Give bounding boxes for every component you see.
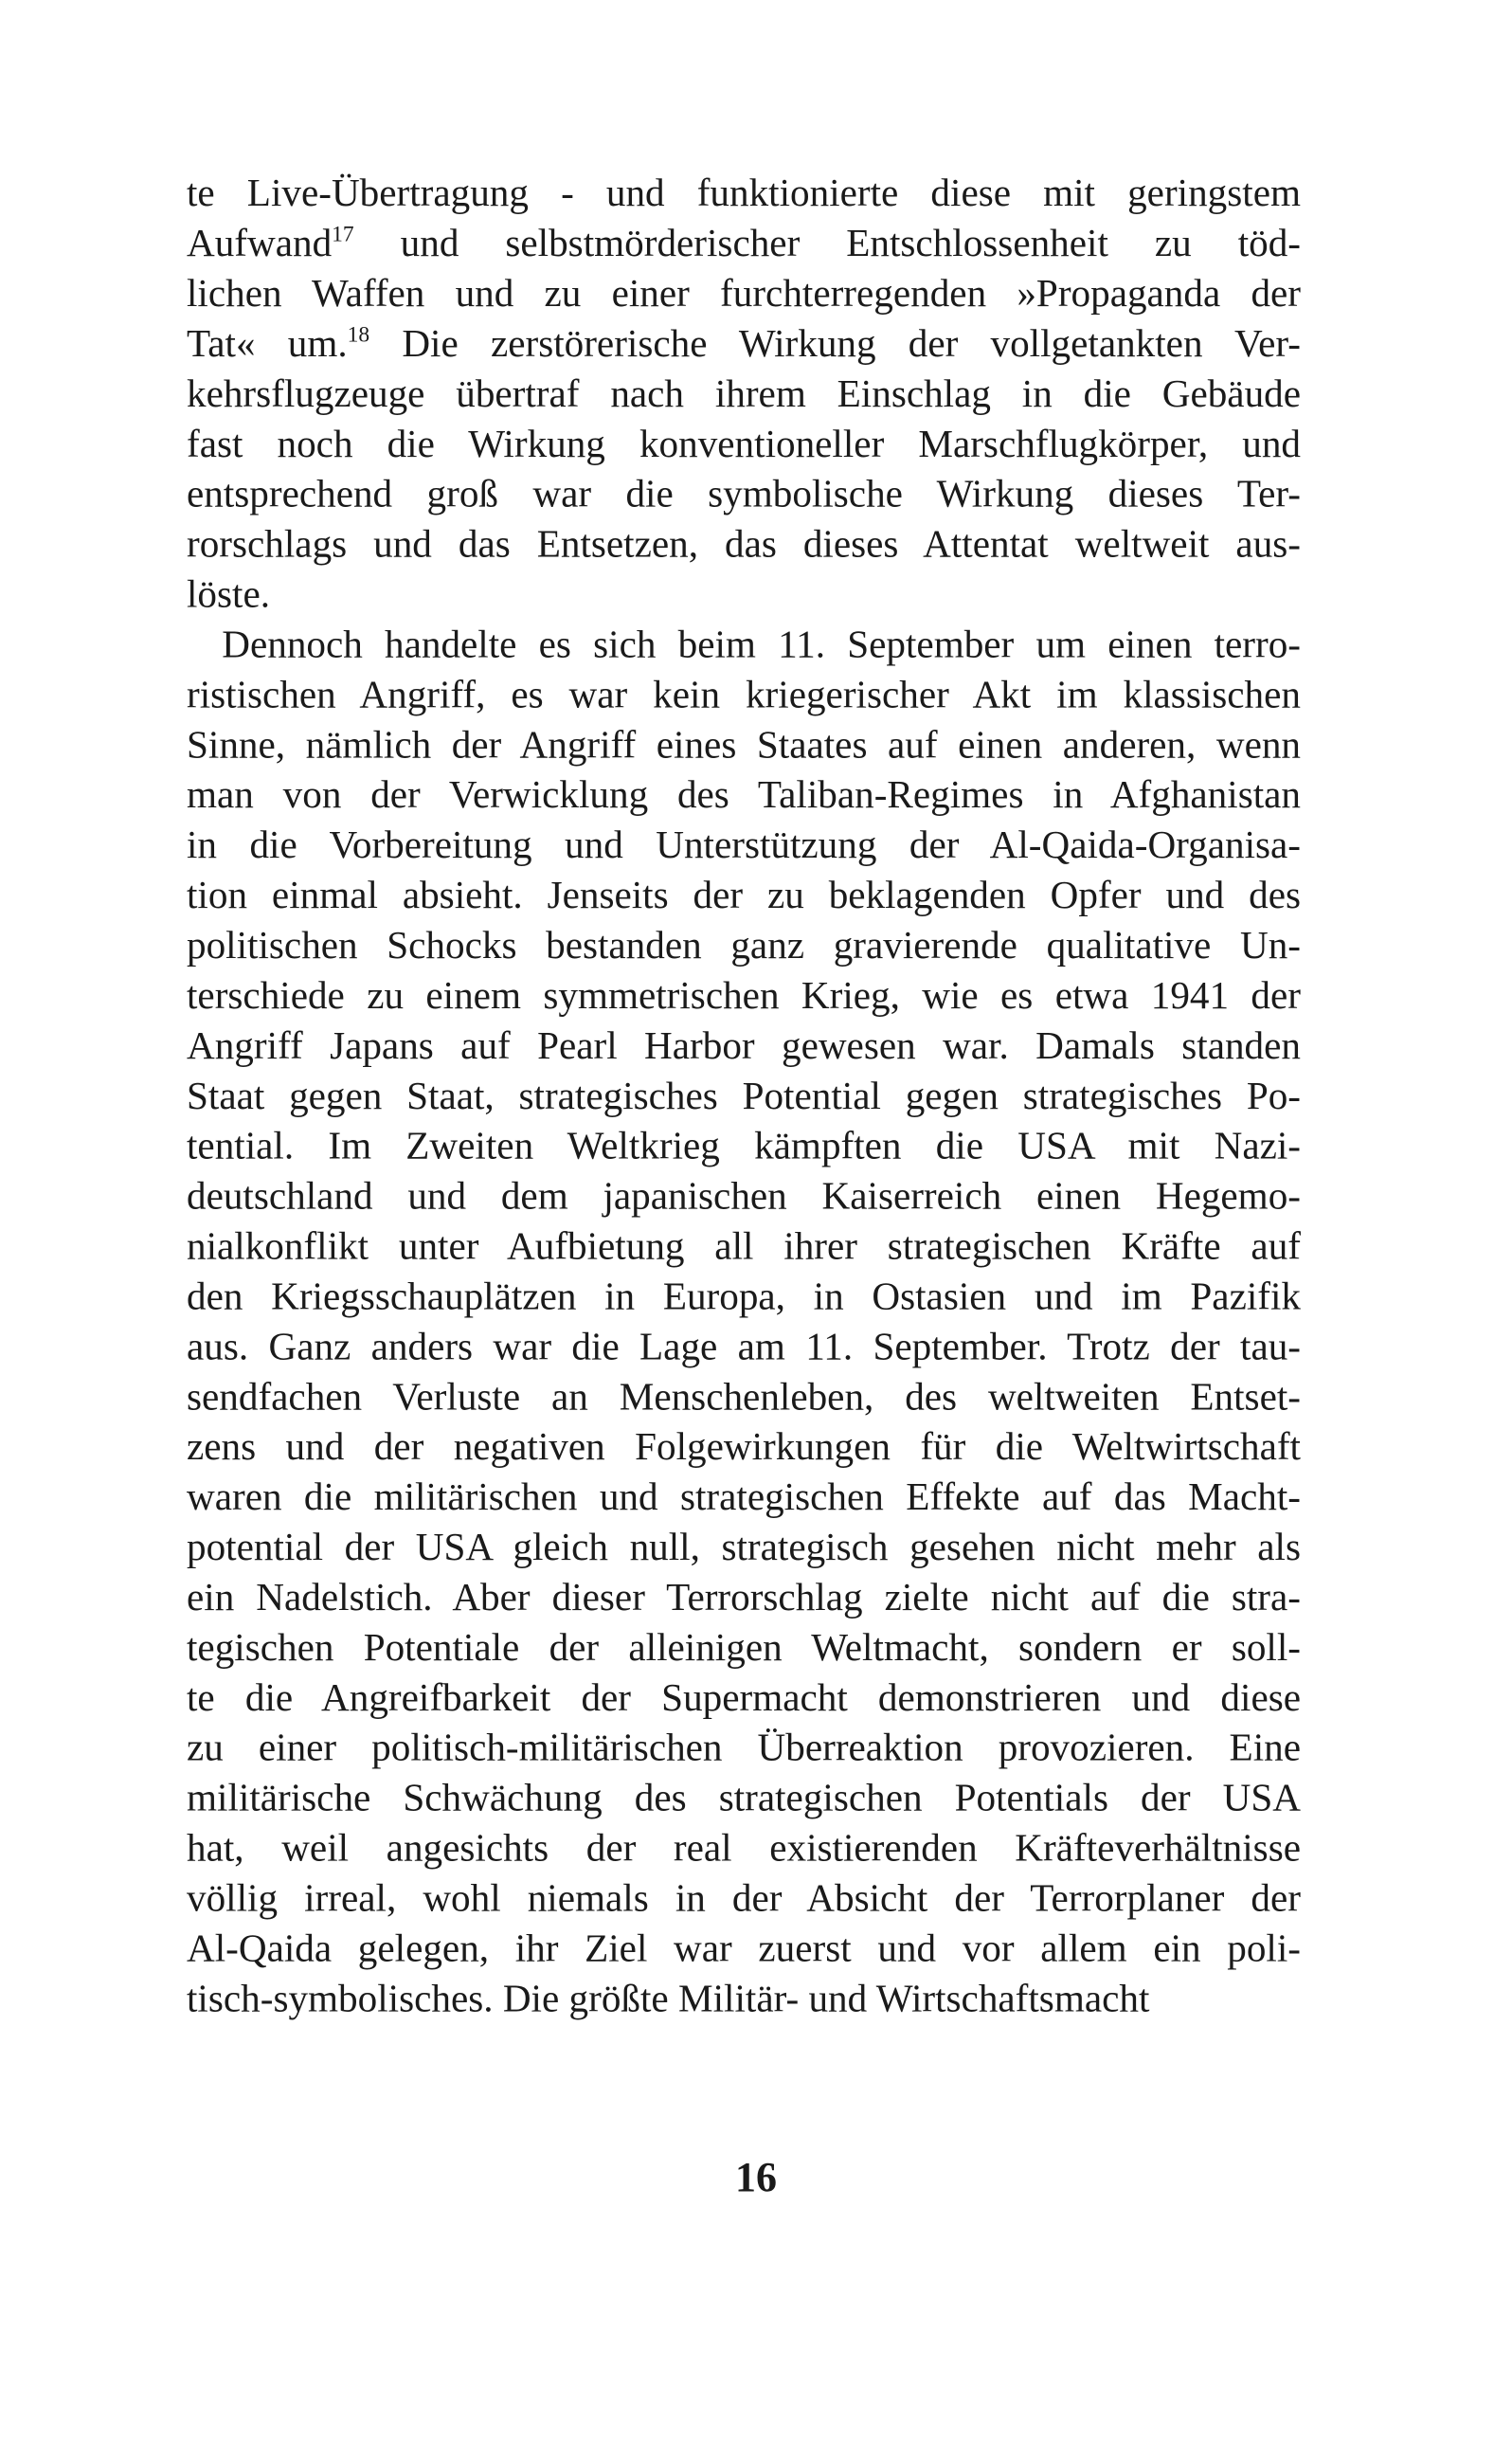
text-line: löste. bbox=[187, 573, 271, 617]
text-line: ein Nadelstich. Aber dieser Terrorschlag zielte nicht auf die stra- bbox=[187, 1576, 1301, 1619]
text-line: Tat« um.$^{18}$ Die zerstörerische Wirkung der vollgetankten Ver- bbox=[187, 322, 1302, 366]
footnote-ref: 17 bbox=[332, 222, 354, 247]
text-line: deutschland und dem japanischen Kaiserreich einen Hegemo- bbox=[187, 1175, 1301, 1219]
text-line: rorschlags und das Entsetzen, das dieses Attentat weltweit aus- bbox=[187, 523, 1301, 567]
text-line: terschiede zu einem symmetrischen Krieg, wie es etwa 1941 der bbox=[187, 974, 1301, 1018]
text-line: Angriff Japans auf Pearl Harbor gewesen war. Damals standen bbox=[187, 1024, 1301, 1068]
text-line: militärische Schwächung des strategischen Potentials der USA bbox=[187, 1777, 1301, 1820]
text-line: fast noch die Wirkung konventioneller Marschflugkörper, und bbox=[187, 423, 1301, 466]
text-line: kehrsflugzeuge übertraf nach ihrem Einschlag in die Gebäude bbox=[187, 372, 1301, 416]
text-line: aus. Ganz anders war die Lage am 11. September. Trotz der tau- bbox=[187, 1326, 1301, 1369]
text-line: politischen Schocks bestanden ganz gravierende qualitative Un- bbox=[187, 924, 1301, 968]
text-line: man von der Verwicklung des Taliban-Regimes in Afghanistan bbox=[187, 773, 1301, 818]
body-text bbox=[187, 169, 1301, 2024]
text-line: tegischen Potentiale der alleinigen Weltmacht, sondern er soll- bbox=[187, 1626, 1301, 1670]
text-line: te Live-Übertragung - und funktionierte diese mit geringstem bbox=[187, 172, 1301, 215]
text-line: tion einmal absieht. Jenseits der zu beklagenden Opfer und des bbox=[187, 874, 1301, 917]
text-line: Sinne, nämlich der Angriff eines Staates auf einen anderen, wenn bbox=[187, 724, 1301, 768]
text-line: entsprechend groß war die symbolische Wirkung dieses Ter- bbox=[187, 473, 1301, 516]
text-line: Aufwand$^{17}$ und selbstmörderischer Entschlossenheit zu töd- bbox=[187, 222, 1302, 265]
text-line: Staat gegen Staat, strategisches Potential gegen strategisches Po- bbox=[187, 1075, 1301, 1118]
text-line: Dennoch handelte es sich beim 11. September um einen terro- bbox=[222, 624, 1302, 667]
text-line: tisch-symbolisches. Die größte Militär- und Wirtschaftsmacht bbox=[187, 1978, 1150, 2021]
text-line: tential. Im Zweiten Weltkrieg kämpften die USA mit Nazi- bbox=[187, 1125, 1301, 1168]
text-line: zu einer politisch-militärischen Überreaktion provozieren. Eine bbox=[187, 1727, 1301, 1770]
text-line: lichen Waffen und zu einer furchterregenden »Propaganda der bbox=[187, 272, 1301, 316]
text-line: zens und der negativen Folgewirkungen für die Weltwirtschaft bbox=[187, 1425, 1301, 1469]
text-line: potential der USA gleich null, strategisch gesehen nicht mehr als bbox=[187, 1526, 1301, 1569]
text-line: Al-Qaida gelegen, ihr Ziel war zuerst und vor allem ein poli- bbox=[187, 1927, 1301, 1971]
text-line: ristischen Angriff, es war kein kriegerischer Akt im klassischen bbox=[187, 674, 1301, 717]
text-line: waren die militärischen und strategischen Effekte auf das Macht- bbox=[187, 1475, 1301, 1519]
text-line: te die Angreifbarkeit der Supermacht demonstrieren und diese bbox=[187, 1676, 1301, 1720]
text-line: nialkonflikt unter Aufbietung all ihrer strategischen Kräfte auf bbox=[187, 1225, 1301, 1269]
text-line: hat, weil angesichts der real existierenden Kräfteverhältnisse bbox=[187, 1827, 1301, 1871]
page-number: 16 bbox=[735, 2154, 777, 2200]
text-line: sendfachen Verluste an Menschenleben, des weltweiten Entset- bbox=[187, 1376, 1301, 1420]
text-line: völlig irreal, wohl niemals in der Absicht der Terrorplaner der bbox=[187, 1877, 1301, 1921]
text-line: in die Vorbereitung und Unterstützung der Al-Qaida-Organisa- bbox=[187, 823, 1301, 867]
footnote-ref: 18 bbox=[347, 322, 370, 348]
text-line: den Kriegsschauplätzen in Europa, in Ostasien und im Pazifik bbox=[187, 1275, 1301, 1319]
